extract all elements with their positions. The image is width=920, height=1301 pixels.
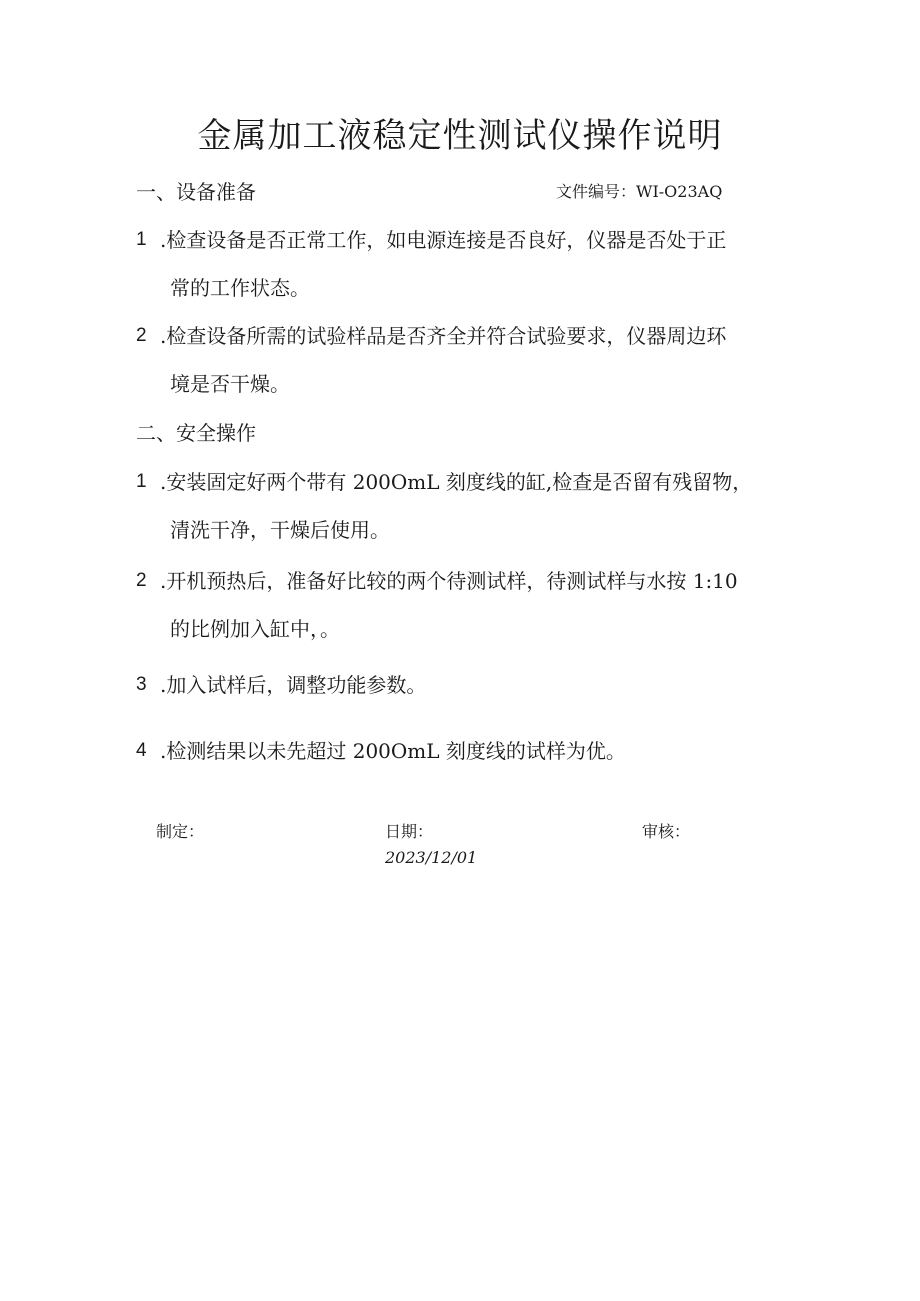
- item-text-line2: 的比例加入缸中，。: [170, 617, 340, 641]
- list-item: [136, 557, 786, 653]
- section-heading-safe-operation: 二、安全操作: [136, 421, 256, 445]
- item-text-line2: 清洗干净，干燥后使用。: [170, 518, 390, 542]
- item-text-line1: .检测结果以未先超过 200OmL 刻度线的试样为优。: [160, 739, 626, 763]
- list-item: [136, 458, 786, 554]
- item-text-line1: .检查设备是否正常工作，如电源连接是否良好，仪器是否处于正: [160, 228, 727, 252]
- item-text-line2: 常的工作状态。: [170, 276, 310, 300]
- review-label: 审核：: [642, 822, 691, 841]
- item-number: 3: [136, 674, 147, 695]
- item-text-line1: .安装固定好两个带有 200OmL 刻度线的缸,检查是否留有残留物，: [160, 470, 753, 494]
- item-number: 2: [136, 325, 147, 346]
- section-heading-equipment-prep: 一、设备准备: [136, 180, 256, 204]
- item-number: 4: [136, 740, 147, 761]
- item-number: 2: [136, 570, 147, 591]
- list-item: [136, 312, 786, 408]
- list-item: [136, 661, 786, 709]
- date-label: 日期：: [385, 822, 434, 841]
- item-text-line2: 境是否干燥。: [170, 372, 290, 396]
- item-text-line1: .检查设备所需的试验样品是否齐全并符合试验要求，仪器周边环: [160, 324, 727, 348]
- item-text-line1: .加入试样后，调整功能参数。: [160, 673, 427, 697]
- list-item: [136, 216, 786, 312]
- document-number: 文件编号：WI-O23AQ: [556, 182, 723, 201]
- item-number: 1: [136, 229, 147, 250]
- list-item: [136, 727, 786, 775]
- made-by-label: 制定：: [156, 822, 205, 841]
- date-value: 2023/12/01: [385, 848, 478, 867]
- item-number: 1: [136, 471, 147, 492]
- document-title: 金属加工液稳定性测试仪操作说明: [197, 116, 723, 156]
- item-text-line1: .开机预热后，准备好比较的两个待测试样，待测试样与水按 1:10: [160, 569, 738, 593]
